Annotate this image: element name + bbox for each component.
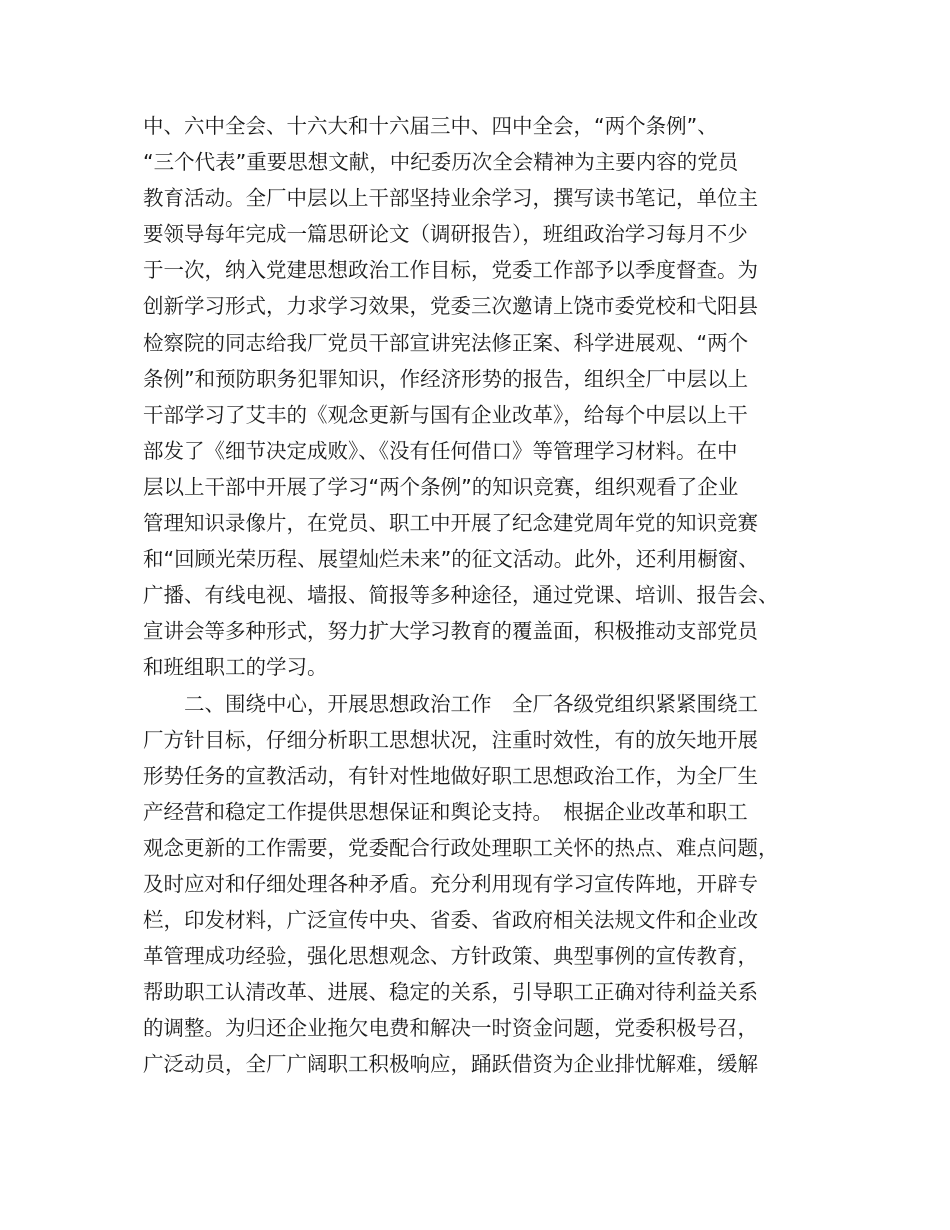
text-line: 检察院的同志给我厂党员干部宣讲宪法修正案、科学进展观、“两个 (143, 330, 749, 355)
text-line: “三个代表”重要思想文献，中纪委历次全会精神为主要内容的党员 (143, 150, 739, 175)
text-line: 于一次，纳入党建思想政治工作目标，党委工作部予以季度督查。为 (143, 258, 758, 283)
text-line: 的调整。为归还企业拖欠电费和解决一时资金问题，党委积极号召， (143, 1016, 758, 1041)
body-text (143, 108, 823, 1083)
text-line: 形势任务的宣教活动，有针对性地做好职工思想政治工作，为全厂生 (143, 763, 758, 788)
text-line: 教育活动。全厂中层以上干部坚持业余学习，撰写读书笔记，单位主 (143, 186, 758, 211)
text-line: 管理知识录像片，在党员、职工中开展了纪念建党周年党的知识竞赛 (143, 511, 758, 536)
text-line: 条例”和预防职务犯罪知识，作经济形势的报告，组织全厂中层以上 (143, 366, 749, 391)
text-line: 革管理成功经验，强化思想观念、方针政策、典型事例的宣传教育， (143, 944, 758, 969)
text-line: 宣讲会等多种形式，努力扩大学习教育的覆盖面，积极推动支部党员 (143, 619, 758, 644)
text-line: 及时应对和仔细处理各种矛盾。充分利用现有学习宣传阵地，开辟专 (143, 871, 758, 896)
text-line: 产经营和稳定工作提供思想保证和舆论支持。 根据企业改革和职工 (143, 799, 748, 824)
text-line: 中、六中全会、十六大和十六届三中、四中全会，“两个条例”、 (143, 114, 718, 138)
text-line: 广播、有线电视、墙报、简报等多种途径，通过党课、培训、报告会、 (143, 583, 779, 608)
text-line: 栏，印发材料，广泛宣传中央、省委、省政府相关法规文件和企业改 (143, 908, 758, 933)
text-line: 和班组职工的学习。 (143, 655, 328, 680)
text-line: 观念更新的工作需要，党委配合行政处理职工关怀的热点、难点问题， (143, 835, 779, 860)
text-line: 广泛动员，全厂广阔职工积极响应，踊跃借资为企业排忧解难，缓解 (143, 1052, 758, 1077)
text-line: 和“回顾光荣历程、展望灿烂未来”的征文活动。此外，还利用橱窗、 (143, 547, 759, 572)
section-heading-line: 二、围绕中心，开展思想政治工作 全厂各级党组织紧紧围绕工 (184, 691, 758, 716)
text-line: 帮助职工认清改革、进展、稳定的关系，引导职工正确对待利益关系 (143, 980, 758, 1005)
text-line: 创新学习形式，力求学习效果，党委三次邀请上饶市委党校和弋阳县 (143, 294, 758, 319)
text-line: 要领导每年完成一篇思研论文（调研报告），班组政治学习每月不少 (143, 222, 748, 247)
text-line: 部发了《细节决定成败》、《没有任何借口》等管理学习材料。在中 (143, 438, 738, 463)
text-line: 干部学习了艾丰的《观念更新与国有企业改革》，给每个中层以上干 (143, 402, 748, 427)
text-line: 厂方针目标，仔细分析职工思想状况，注重时效性，有的放矢地开展 (143, 727, 758, 752)
text-line: 层以上干部中开展了学习“两个条例”的知识竞赛，组织观看了企业 (143, 474, 739, 499)
